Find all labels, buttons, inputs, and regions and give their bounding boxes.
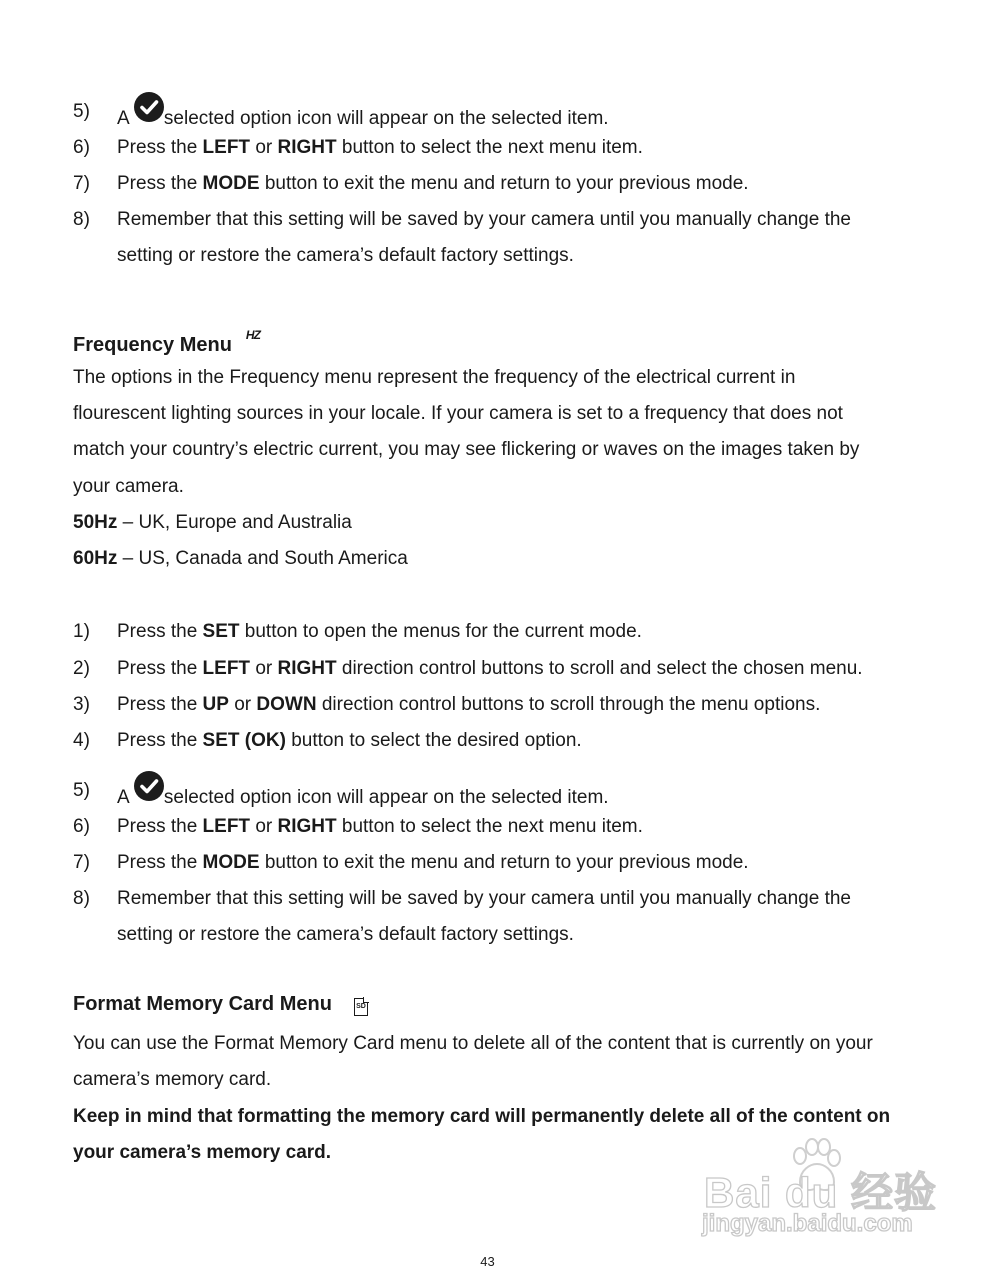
button-name: LEFT (202, 658, 251, 679)
format-warning-line: your camera’s memory card. (73, 1142, 332, 1163)
option-label: 50Hz (73, 512, 118, 533)
step-text: button to select the next menu item. (336, 816, 643, 837)
button-name: DOWN (256, 694, 317, 715)
watermark-brand: Bai du 经验 (704, 1169, 938, 1216)
step-text: or (250, 137, 278, 158)
frequency-paragraph-line: The options in the Frequency menu represent the frequency of the electrical current in (73, 367, 796, 388)
sd-card-icon: SD (354, 998, 368, 1016)
step-text: A (117, 108, 134, 129)
step-number: 4) (73, 730, 90, 751)
step-text: Press the (117, 852, 203, 873)
step-number: 5) (73, 780, 90, 801)
button-name: SET (202, 621, 240, 642)
section-title: Format Memory Card Menu (73, 993, 332, 1015)
step-text: Press the (117, 137, 203, 158)
step-text: setting or restore the camera’s default factory settings. (117, 924, 574, 945)
checkmark-circle-icon (134, 771, 164, 801)
step-number: 2) (73, 658, 90, 679)
checkmark-circle-icon (134, 92, 164, 122)
step-number: 6) (73, 816, 90, 837)
step-text: direction control buttons to scroll and select the chosen menu. (336, 658, 863, 679)
button-name: RIGHT (277, 137, 337, 158)
format-paragraph-line: You can use the Format Memory Card menu to delete all of the content that is currently on your (73, 1033, 873, 1054)
page-number: 43 (480, 1254, 495, 1269)
step-text: direction control buttons to scroll through the menu options. (316, 694, 821, 715)
format-warning-line: Keep in mind that formatting the memory card will permanently delete all of the content on (73, 1106, 891, 1127)
step-text: Press the (117, 816, 203, 837)
step-number: 5) (73, 101, 90, 122)
option-description: – US, Canada and South America (117, 548, 408, 569)
button-name: LEFT (202, 137, 251, 158)
button-name: UP (202, 694, 229, 715)
option-description: – UK, Europe and Australia (117, 512, 352, 533)
step-number: 6) (73, 137, 90, 158)
button-name: LEFT (202, 816, 251, 837)
step-number: 3) (73, 694, 90, 715)
button-name: RIGHT (277, 816, 337, 837)
step-text: selected option icon will appear on the selected item. (163, 108, 609, 129)
option-label: 60Hz (73, 548, 118, 569)
step-text: Remember that this setting will be saved by your camera until you manually change the (117, 888, 851, 909)
step-text: selected option icon will appear on the selected item. (163, 787, 609, 808)
step-text: button to select the next menu item. (336, 137, 643, 158)
frequency-paragraph-line: flourescent lighting sources in your locale. If your camera is set to a frequency that does not (73, 403, 843, 424)
step-text: button to exit the menu and return to your previous mode. (259, 173, 749, 194)
step-text: setting or restore the camera’s default factory settings. (117, 245, 574, 266)
step-text: A (117, 787, 134, 808)
frequency-paragraph-line: match your country’s electric current, you may see flickering or waves on the images taken by (73, 439, 860, 460)
button-name: RIGHT (277, 658, 337, 679)
step-number: 7) (73, 173, 90, 194)
frequency-paragraph-line: your camera. (73, 476, 184, 497)
frequency-hz-icon: HZ (245, 328, 260, 342)
step-number: 1) (73, 621, 90, 642)
step-text: button to open the menus for the current mode. (239, 621, 642, 642)
frequency-heading (73, 323, 260, 357)
frequency-option-50hz (73, 511, 352, 535)
step-text: or (228, 694, 257, 715)
step-text: Press the (117, 730, 203, 751)
frequency-option-60hz (73, 547, 408, 571)
button-name: MODE (202, 173, 260, 194)
step-text: Press the (117, 173, 203, 194)
step-text: Press the (117, 658, 203, 679)
step-text: Press the (117, 621, 203, 642)
section-title: Frequency Menu (73, 334, 232, 356)
button-name: SET (OK) (202, 730, 286, 751)
step-number: 7) (73, 852, 90, 873)
step-text: button to select the desired option. (285, 730, 582, 751)
format-paragraph-line: camera’s memory card. (73, 1069, 272, 1090)
step-number: 8) (73, 888, 90, 909)
button-name: MODE (202, 852, 260, 873)
step-text: or (250, 658, 278, 679)
step-text: Press the (117, 694, 203, 715)
watermark-url: jingyan.baidu.com (702, 1210, 913, 1237)
step-text: button to exit the menu and return to your previous mode. (259, 852, 749, 873)
step-text: Remember that this setting will be saved by your camera until you manually change the (117, 209, 851, 230)
step-number: 8) (73, 209, 90, 230)
format-heading (73, 992, 368, 1016)
baidu-jingyan-watermark (700, 1130, 940, 1240)
step-text: or (250, 816, 278, 837)
